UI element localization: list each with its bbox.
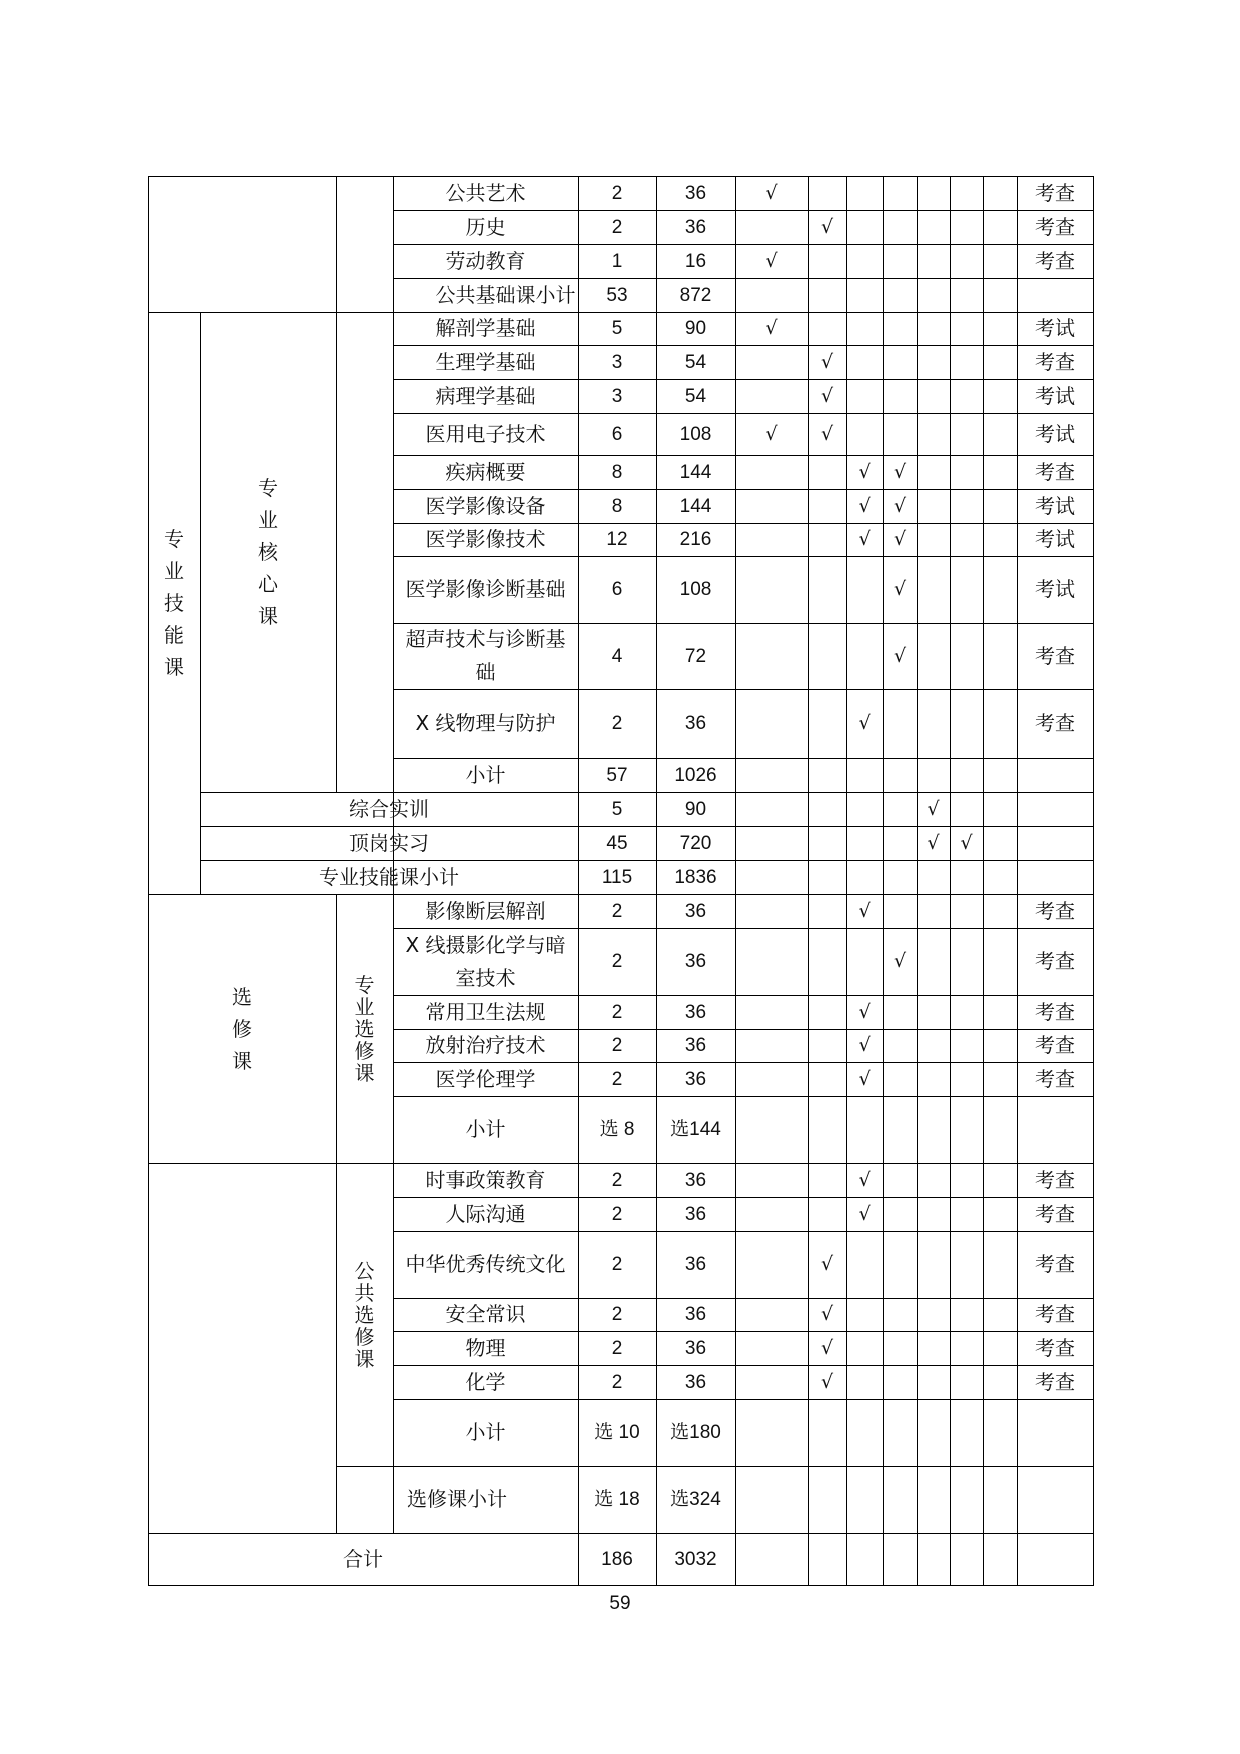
hours-value: 36 [684,1337,707,1359]
hours-value: 720 [679,832,712,854]
hours-value: 16 [684,250,707,272]
assessment-type: 考查 [1035,459,1075,484]
table-rule [336,176,337,793]
course-name: 医学影像设备 [425,493,546,518]
credits-value: 6 [611,423,623,445]
assessment-type: 考试 [1035,316,1075,340]
hours-value: 36 [684,1254,707,1275]
credits-value: 2 [611,1203,623,1225]
hours-value: 36 [684,182,707,204]
assessment-type: 考试 [1035,421,1075,446]
course-name: 综合实训 [349,796,429,821]
hours-value: 108 [679,423,712,445]
assessment-type: 考查 [1035,1033,1075,1057]
credits-value: 2 [611,1169,623,1191]
course-name: 放射治疗技术 [425,1033,546,1057]
hours-value: 36 [684,216,707,238]
hours-value: 872 [679,284,712,306]
credits-value: 1 [611,250,623,272]
hours-value: 36 [684,951,707,972]
hours-value: 54 [684,385,707,407]
table-rule [846,176,847,1586]
check-mark: √ [765,422,778,445]
subtotal-label: 公共基础课小计 [435,282,576,307]
hours-value: 36 [684,1169,707,1191]
check-mark: √ [858,712,871,734]
credits-value: 3 [611,385,623,407]
credits-value: 6 [611,579,623,600]
hours-value: 216 [679,529,712,550]
check-mark: √ [765,317,778,339]
course-name: 病理学基础 [435,383,536,408]
assessment-type: 考查 [1035,1369,1075,1394]
credits-value: 8 [611,495,623,517]
check-mark: √ [927,831,940,854]
check-mark: √ [858,494,871,517]
check-mark: √ [858,1000,871,1023]
group-label-elective: 选 修 课 [232,984,252,1073]
check-mark: √ [765,181,778,204]
assessment-type: 考查 [1035,214,1075,239]
subtotal-label: 小计 [465,762,506,787]
credits-value: 2 [611,182,623,204]
assessment-type: 考查 [1035,999,1075,1024]
credits-value: 2 [611,1304,623,1325]
course-name: 劳动教育 [445,248,526,273]
table-rule [883,176,884,1586]
credits-value: 2 [611,713,623,734]
course-name: X 线摄影化学与暗室技术 [405,932,566,990]
hours-value: 36 [684,1203,707,1225]
hours-value: 1836 [674,866,717,888]
assessment-type: 考试 [1035,577,1075,601]
credits-value: 2 [611,1371,623,1393]
table-rule [983,176,984,1586]
course-name: 影像断层解剖 [425,898,546,923]
course-name: 化学 [465,1369,506,1394]
course-name: 医学影像技术 [425,527,546,551]
credits-value: 57 [606,764,628,786]
credits-value: 2 [611,1035,623,1056]
hours-value: 72 [684,645,707,667]
hours-value: 36 [684,1068,707,1090]
subtotal-label: 小计 [465,1420,506,1444]
check-mark: √ [820,384,834,407]
credits-value: 2 [611,900,623,922]
credits-value: 45 [606,832,628,854]
assessment-type: 考查 [1035,349,1075,374]
check-mark: √ [858,1168,871,1191]
check-mark: √ [858,528,871,550]
assessment-type: 考查 [1035,1201,1075,1226]
course-name: 物理 [465,1335,506,1360]
check-mark: √ [893,528,907,550]
course-name: 解剖学基础 [435,316,536,340]
subtotal-label: 专业技能课小计 [319,864,459,889]
assessment-type: 考试 [1035,527,1075,551]
credits-value: 4 [611,645,623,667]
table-rule [148,1585,1094,1586]
check-mark: √ [960,831,973,854]
credits-value: 选 8 [599,1119,635,1140]
course-name: 医用电子技术 [425,421,546,446]
group-label-pro-core: 专 业 核 心 课 [258,476,278,628]
hours-value: 36 [684,713,707,734]
credits-value: 115 [601,866,633,888]
hours-value: 54 [684,351,707,373]
course-name: 疾病概要 [445,459,526,484]
course-name: 时事政策教育 [425,1167,546,1192]
credits-value: 2 [611,951,623,972]
check-mark: √ [858,1034,871,1056]
hours-value: 选324 [670,1489,721,1510]
table-rule [917,176,918,1586]
credits-value: 53 [606,284,628,306]
course-name: 生理学基础 [435,349,536,374]
hours-value: 144 [679,461,712,483]
assessment-type: 考查 [1035,643,1075,668]
assessment-type: 考查 [1035,949,1075,973]
check-mark: √ [820,1303,834,1325]
hours-value: 3032 [674,1548,717,1570]
hours-value: 90 [684,798,707,820]
hours-value: 1026 [674,764,717,786]
check-mark: √ [765,249,778,272]
hours-value: 36 [684,1304,707,1325]
credits-value: 5 [611,318,623,339]
check-mark: √ [893,644,907,667]
assessment-type: 考试 [1035,493,1075,518]
credits-value: 2 [611,1068,623,1090]
credits-value: 12 [606,529,628,550]
table-rule [950,176,951,1586]
check-mark: √ [820,1336,834,1359]
assessment-type: 考查 [1035,898,1075,923]
course-name: 公共艺术 [445,180,526,205]
table-rule [735,176,736,1586]
check-mark: √ [820,1253,834,1275]
check-mark: √ [820,215,834,238]
hours-value: 108 [679,579,712,600]
assessment-type: 考查 [1035,1252,1075,1276]
credits-value: 2 [611,1254,623,1275]
credits-value: 8 [611,461,623,483]
group-label-pro-skill: 专 业 技 能 课 [164,527,184,679]
check-mark: √ [893,578,907,600]
assessment-type: 考查 [1035,711,1075,735]
check-mark: √ [858,1067,871,1090]
course-name: 安全常识 [445,1302,526,1326]
check-mark: √ [893,494,907,517]
assessment-type: 考查 [1035,1335,1075,1360]
credits-value: 186 [601,1548,633,1570]
assessment-type: 考试 [1035,383,1075,408]
assessment-type: 考查 [1035,248,1075,273]
subtotal-label: 小计 [465,1117,506,1141]
credits-value: 3 [611,351,623,373]
group-label-pro-elective: 专 业 选 修 课 [354,972,375,1085]
group-label-pub-elective: 公 共 选 修 课 [354,1258,375,1371]
course-name: 顶岗实习 [349,830,429,855]
credits-value: 5 [611,798,623,820]
hours-value: 选180 [670,1422,721,1443]
assessment-type: 考查 [1035,1302,1075,1326]
hours-value: 36 [684,900,707,922]
check-mark: √ [820,1370,834,1393]
page-number: 59 [609,1593,631,1614]
check-mark: √ [820,422,834,445]
credits-value: 2 [611,1001,623,1023]
check-mark: √ [927,797,940,820]
credits-value: 选 18 [594,1489,640,1510]
hours-value: 选144 [670,1119,721,1140]
course-name: 医学影像诊断基础 [405,577,566,601]
check-mark: √ [858,1202,871,1225]
hours-value: 36 [684,1371,707,1393]
hours-value: 144 [679,495,712,517]
check-mark: √ [858,899,871,922]
hours-value: 36 [684,1001,707,1023]
credits-value: 选 10 [594,1422,640,1443]
check-mark: √ [820,350,834,373]
subtotal-label: 选修课小计 [407,1487,507,1511]
table-rule [1093,176,1094,1586]
assessment-type: 考查 [1035,180,1075,205]
hours-value: 36 [684,1035,707,1056]
course-name: 中华优秀传统文化 [405,1252,566,1276]
check-mark: √ [858,460,871,483]
course-name: 历史 [465,214,506,239]
course-name: X 线物理与防护 [415,711,556,735]
check-mark: √ [893,460,907,483]
hours-value: 90 [684,318,707,339]
credits-value: 2 [611,1337,623,1359]
check-mark: √ [893,950,907,972]
assessment-type: 考查 [1035,1066,1075,1091]
total-label: 合计 [343,1546,383,1571]
course-name: 医学伦理学 [435,1066,536,1091]
course-name: 超声技术与诊断基础 [405,627,566,684]
credits-value: 2 [611,216,623,238]
assessment-type: 考查 [1035,1167,1075,1192]
course-name: 常用卫生法规 [425,999,546,1024]
course-name: 人际沟通 [445,1201,526,1226]
